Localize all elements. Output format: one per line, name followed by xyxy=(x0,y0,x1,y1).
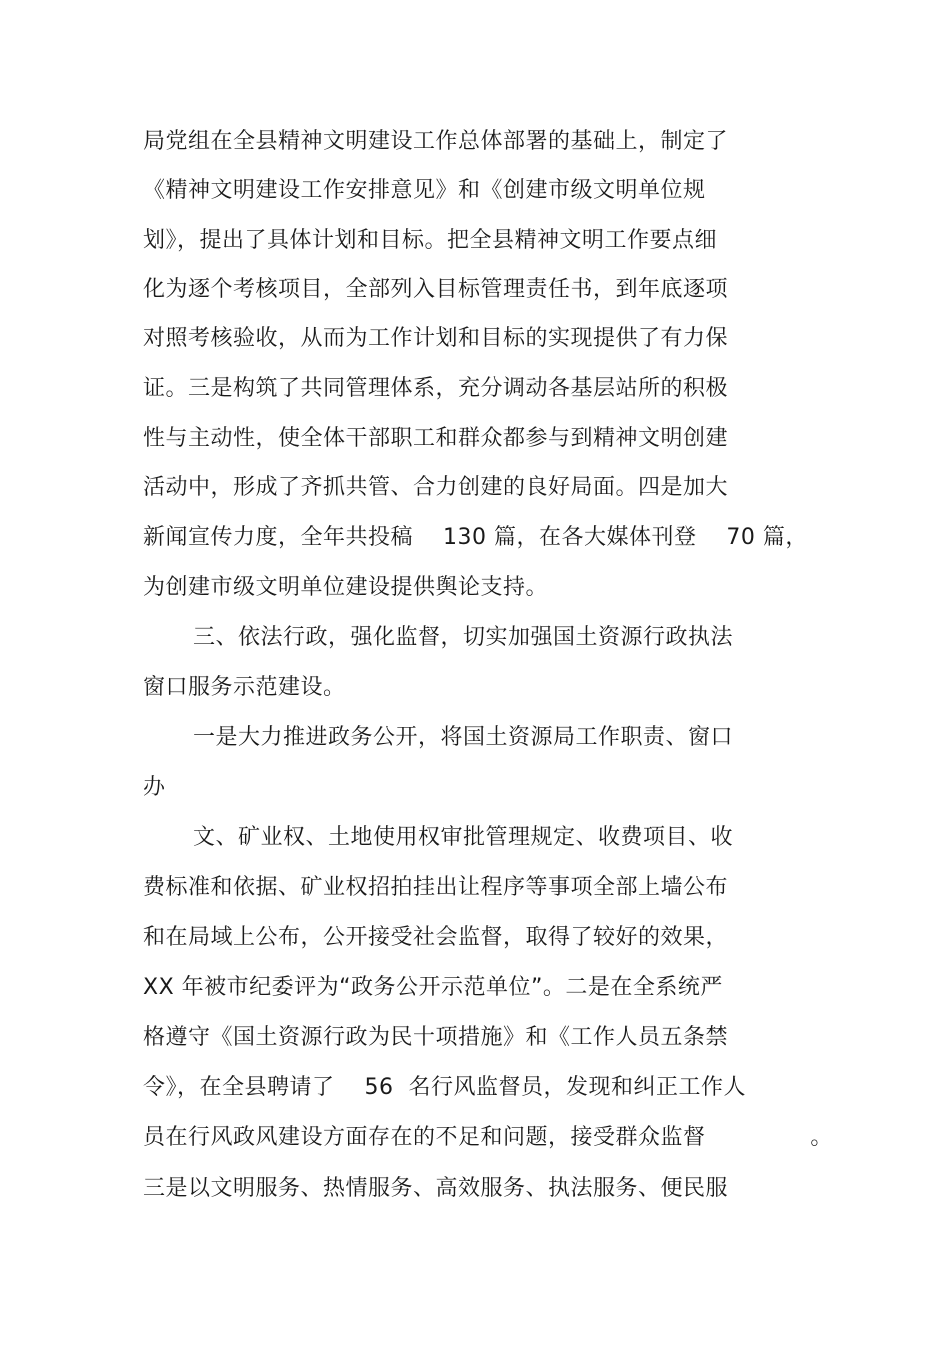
paragraph-start: 文、矿业权、土地使用权审批管理规定、收费项目、收 xyxy=(193,825,734,850)
text-line: 员在行风政风建设方面存在的不足和问题，接受群众监督 。 xyxy=(143,1125,833,1150)
text-line: 办 xyxy=(143,775,166,800)
text-line: 格遵守《国土资源行政为民十项措施》和《工作人员五条禁 xyxy=(143,1025,729,1050)
text-line: 三是以文明服务、热情服务、高效服务、执法服务、便民服 xyxy=(143,1176,729,1201)
text-line: 为创建市级文明单位建设提供舆论支持。 xyxy=(143,575,549,600)
text-line: 化为逐个考核项目，全部列入目标管理责任书，到年底逐项 xyxy=(143,277,729,302)
text-line: XX 年被市纪委评为“政务公开示范单位”。二是在全系统严 xyxy=(143,975,723,1000)
text-line: 窗口服务示范建设。 xyxy=(143,675,346,700)
text-line: 和在局域上公布，公开接受社会监督，取得了较好的效果， xyxy=(143,925,729,950)
text-line: 令》，在全县聘请了 56 名行风监督员，发现和纠正工作人 xyxy=(143,1075,746,1100)
text-line: 费标准和依据、矿业权招拍挂出让程序等事项全部上墙公布 xyxy=(143,875,729,900)
text-line: 新闻宣传力度，全年共投稿 130 篇，在各大媒体刊登 70 篇， xyxy=(143,525,808,550)
text-line: 划》，提出了具体计划和目标。把全县精神文明工作要点细 xyxy=(143,228,718,253)
text-line: 证。三是构筑了共同管理体系，充分调动各基层站所的积极 xyxy=(143,376,729,401)
text-line: 局党组在全县精神文明建设工作总体部署的基础上，制定了 xyxy=(143,129,729,154)
paragraph-start: 一是大力推进政务公开，将国土资源局工作职责、窗口 xyxy=(193,725,734,750)
text-line: 活动中，形成了齐抓共管、合力创建的良好局面。四是加大 xyxy=(143,475,729,500)
text-line: 对照考核验收，从而为工作计划和目标的实现提供了有力保 xyxy=(143,326,729,351)
text-line: 性与主动性，使全体干部职工和群众都参与到精神文明创建 xyxy=(143,426,729,451)
text-line: 《精神文明建设工作安排意见》和《创建市级文明单位规 xyxy=(143,178,706,203)
section-heading: 三、依法行政，强化监督，切实加强国土资源行政执法 xyxy=(193,625,734,650)
